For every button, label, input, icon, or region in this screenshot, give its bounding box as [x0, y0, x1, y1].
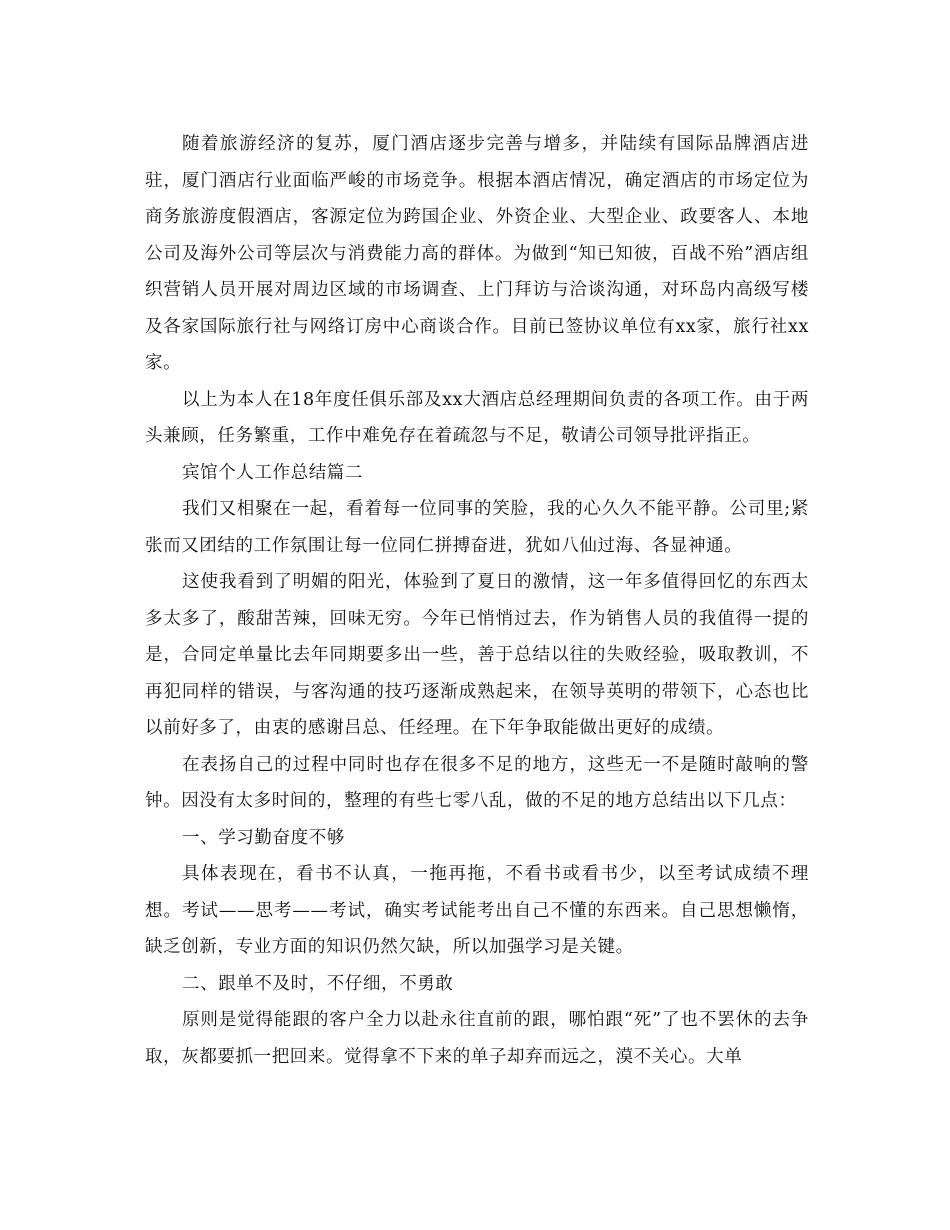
list-heading-1: 一、学习勤奋度不够 [182, 827, 345, 848]
paragraph-shortcomings-intro: 在表扬自己的过程中同时也存在很多不足的地方，这些无一不是随时敲响的警钟。因没有太多时间的，整理的有些七零八乱，做的不足的地方总结出以下几点： [145, 754, 809, 811]
document-body [145, 126, 809, 1075]
section-heading-part-two: 宾馆个人工作总结篇二 [182, 462, 363, 483]
paragraph-followup-detail: 原则是觉得能跟的客户全力以赴永往直前的跟，哪怕跟“死”了也不罢休的去争取，灰都要抓一把回来。觉得拿不下来的单子却弃而远之，漠不关心。大单 [145, 1010, 809, 1067]
list-heading-2: 二、跟单不及时，不仔细，不勇敢 [182, 973, 454, 994]
paragraph-study-detail: 具体表现在，看书不认真，一拖再拖，不看书或看书少，以至考试成绩不理想。考试——思考——考试，确实考试能考出自己不懂的东西来。自己思想懒惰，缺乏创新，专业方面的知识仍然欠缺，所以加强学习是关键。 [145, 864, 809, 957]
paragraph-summary-closing: 以上为本人在18年度任俱乐部及xx大酒店总经理期间负责的各项工作。由于两头兼顾，任务繁重，工作中难免存在着疏忽与不足，敬请公司领导批评指正。 [145, 389, 809, 446]
paragraph-year-review: 这使我看到了明媚的阳光，体验到了夏日的激情，这一年多值得回忆的东西太多太多了，酸甜苦辣，回味无穷。今年已悄悄过去，作为销售人员的我值得一提的是，合同定单量比去年同期要多出一些，善于总结以往的失败经验，吸取教训，不再犯同样的错误，与客沟通的技巧逐渐成熟起来，在领导英明的带领下，心态也比以前好多了，由衷的感谢吕总、任经理。在下年争取能做出更好的成绩。 [145, 572, 809, 738]
paragraph-reunion: 我们又相聚在一起，看着每一位同事的笑脸，我的心久久不能平静。公司里;紧张而又团结的工作氛围让每一位同仁拼搏奋进，犹如八仙过海、各显神通。 [145, 499, 809, 556]
paragraph-hotel-market: 随着旅游经济的复苏，厦门酒店逐步完善与增多，并陆续有国际品牌酒店进驻，厦门酒店行业面临严峻的市场竞争。根据本酒店情况，确定酒店的市场定位为商务旅游度假酒店，客源定位为跨国企业、外资企业、大型企业、政要客人、本地公司及海外公司等层次与消费能力高的群体。为做到“知已知彼，百战不殆”酒店组织营销人员开展对周边区域的市场调查、上门拜访与洽谈沟通，对环岛内高级写楼及各家国际旅行社与网络订房中心商谈合作。目前已签协议单位有xx家，旅行社xx家。 [145, 134, 809, 373]
